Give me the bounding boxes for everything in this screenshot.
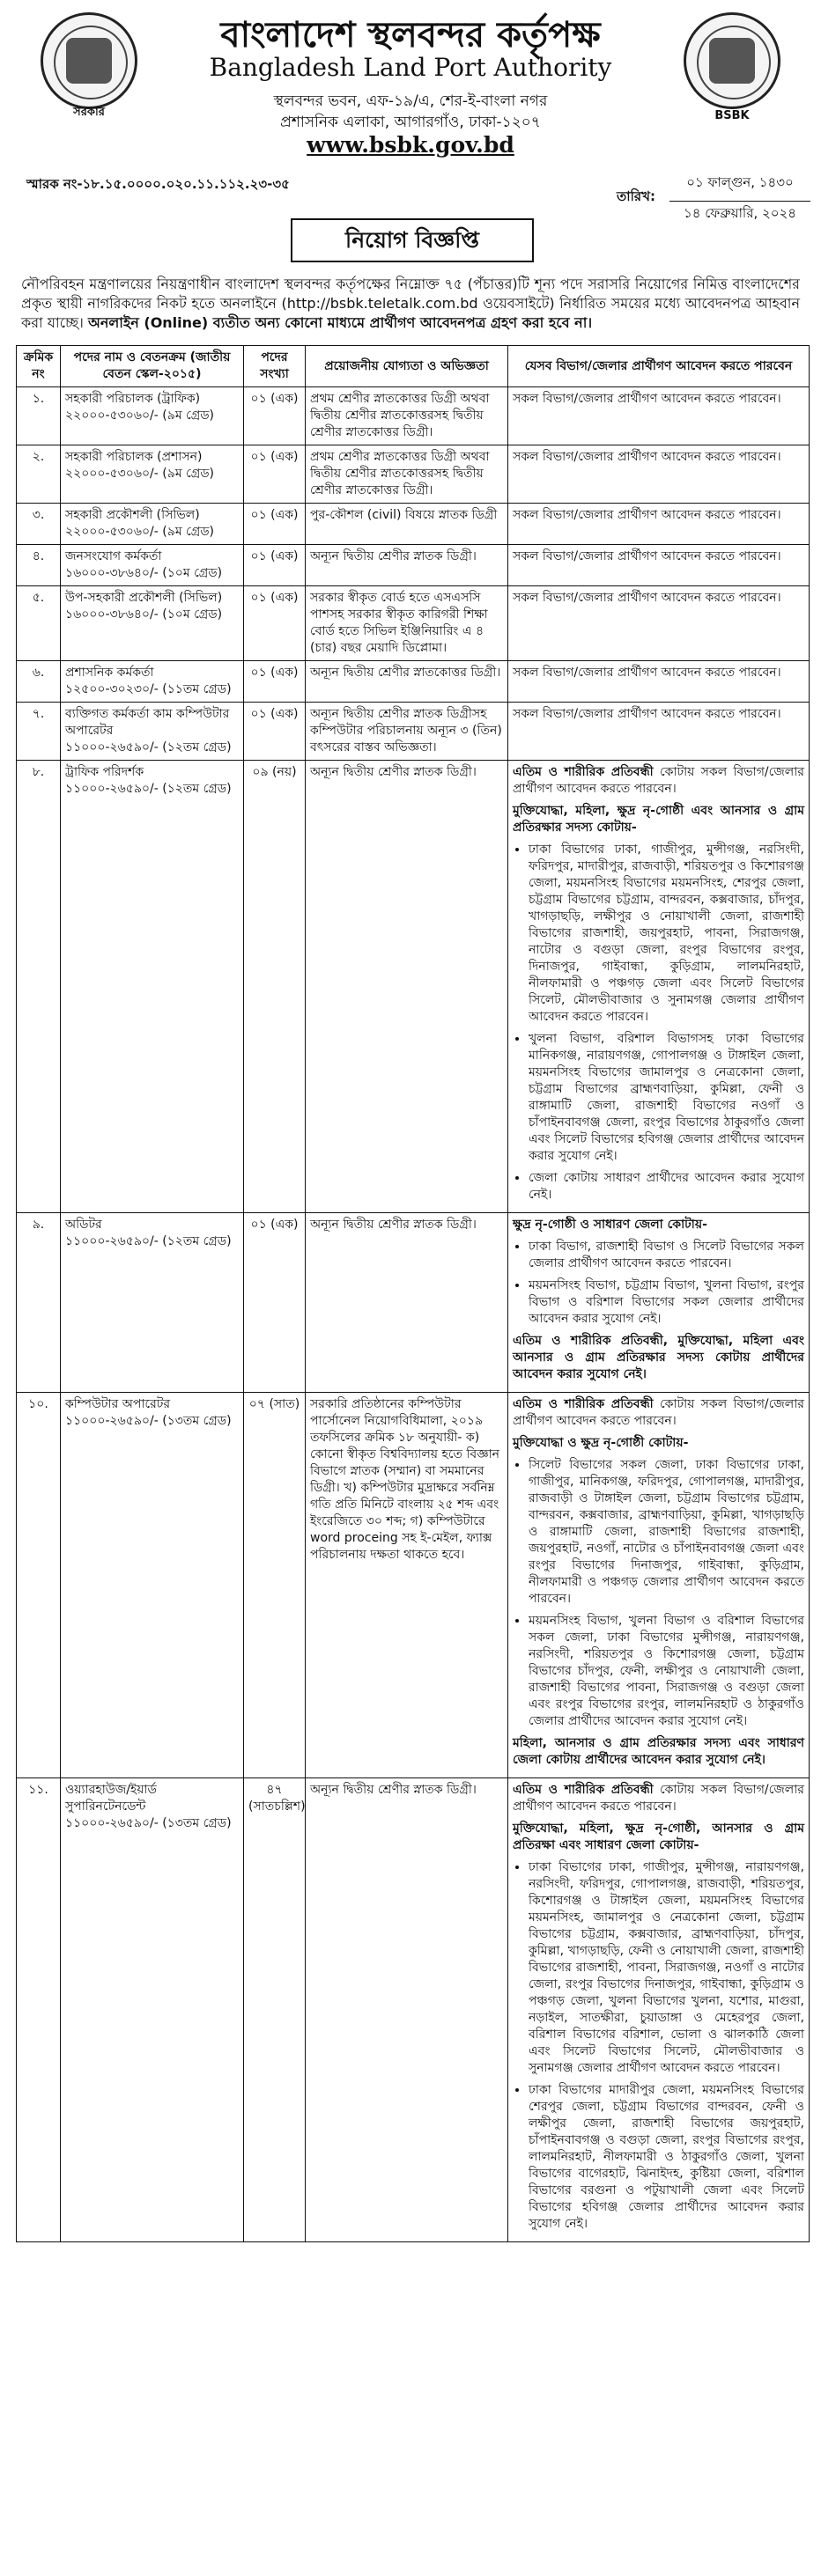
intro-paragraph <box>21 275 800 333</box>
quota-heading: এতিম ও শারীরিক প্রতিবন্ধী <box>513 1783 654 1797</box>
quota-list <box>513 1457 804 1730</box>
row-post <box>61 445 244 504</box>
post-name: ট্রাফিক পরিদর্শক <box>65 765 144 779</box>
quota-paragraph <box>513 1782 804 1815</box>
table-row <box>17 1393 810 1778</box>
quota-heading: এতিম ও শারীরিক প্রতিবন্ধী <box>513 765 654 779</box>
quota-heading: এতিম ও শারীরিক প্রতিবন্ধী <box>513 1397 654 1411</box>
intro-bold-text: অনলাইন (Online) ব্যতীত অন্য কোনো মাধ্যমে প্রার্থীগণ আবেদনপত্র গ্রহণ করা হবে না। <box>87 314 593 331</box>
row-eligibility <box>508 1213 810 1393</box>
post-name: সহকারী প্রকৌশলী (সিভিল) <box>65 508 200 522</box>
row-qualification: সরকার স্বীকৃত বোর্ড হতে এসএসসি পাশসহ সরকার স্বীকৃত কারিগরী শিক্ষা বোর্ড হতে সিভিল ইঞ্জিনিয়ারিং এ ৪ (চার) বছর মেয়াদি ডিপ্লোমা। <box>306 586 508 661</box>
row-qualification: অন্যূন দ্বিতীয় শ্রেণীর স্নাতক ডিগ্রীসহ কম্পিউটার পরিচালনায় অন্যূন ৩ (তিন) বৎসরের বাস্তব অভিজ্ঞতা। <box>306 703 508 761</box>
row-count: ০১ (এক) <box>244 586 306 661</box>
row-eligibility: সকল বিভাগ/জেলার প্রার্থীগণ আবেদন করতে পারবেন। <box>508 661 810 703</box>
authority-title-bangla: বাংলাদেশ স্থলবন্দর কর্তৃপক্ষ <box>220 14 601 55</box>
address-line-1: স্থলবন্দর ভবন, এফ-১৯/এ, শের-ই-বাংলা নগর <box>273 92 548 110</box>
quota-item: • জেলা কোটায় সাধারণ প্রার্থীদের আবেদন করার সুযোগ নেই। <box>529 1170 804 1203</box>
row-count: ০৯ (নয়) <box>244 761 306 1213</box>
row-eligibility: সকল বিভাগ/জেলার প্রার্থীগণ আবেদন করতে পারবেন। <box>508 545 810 586</box>
table-row <box>17 661 810 703</box>
bsbk-logo-mark <box>709 38 755 84</box>
quota-text: কোটায় সকল বিভাগ/জেলার প্রার্থীগণ আবেদন করতে পারবেন। <box>513 1397 804 1428</box>
quota-paragraph <box>513 764 804 798</box>
row-count: ০১ (এক) <box>244 661 306 703</box>
pay-scale: ১১০০০-২৬৫৯০/- (১২তম গ্রেড) <box>65 1234 232 1248</box>
table-row <box>17 586 810 661</box>
row-qualification: প্রথম শ্রেণীর স্নাতকোত্তর ডিগ্রী অথবা দ্বিতীয় শ্রেণীর স্নাতকোত্তরসহ দ্বিতীয় শ্রেণীর স্নাতকোত্তর ডিগ্রী। <box>306 445 508 504</box>
quota-list <box>513 842 804 1203</box>
header-post: পদের নাম ও বেতনক্রম (জাতীয় বেতন স্কেল-২০১৫) <box>61 346 244 387</box>
table-row <box>17 1213 810 1393</box>
quota-item: • ময়মনসিংহ বিভাগ, খুলনা বিভাগ ও বরিশাল বিভাগের সকল জেলা, ঢাকা বিভাগের মুন্সীগঞ্জ, নারায়ণগঞ্জ, নরসিংদী, শরিয়তপুর ও কিশোরগঞ্জ জেলা, চট্টগ্রাম বিভাগের চাঁদপুর, ফেনী, লক্ষীপুর ও নোয়াখালী জেলা, রাজশাহী বিভাগের পাবনা, সিরাজগঞ্জ ও বগুড়া জেলা এবং রংপুর বিভাগের রংপুর, লালমনিরহাট ও ঠাকুরগাঁও জেলার প্রার্থীদের আবেদন করার সুযোগ নেই। <box>529 1613 804 1730</box>
row-qualification: পুর-কৌশল (civil) বিষয়ে স্নাতক ডিগ্রী <box>306 504 508 545</box>
row-post <box>61 1393 244 1778</box>
emblem-mark <box>66 38 112 84</box>
quota-list <box>513 1239 804 1328</box>
quota-item: • ঢাকা বিভাগের ঢাকা, গাজীপুর, মুন্সীগঞ্জ, নরসিংদী, ফরিদপুর, মাদারীপুর, রাজবাড়ী, শরিয়তপুর ও কিশোরগঞ্জ জেলা, ময়মনসিংহ বিভাগের ময়মনসিংহ, শেরপুর জেলা, চট্টগ্রাম বিভাগের চট্টগ্রাম, বান্দরবন, কক্সবাজার, চাঁদপুর, খাগড়াছড়ি, লক্ষীপুর ও নোয়াখালী জেলা, রাজশাহী বিভাগের রাজশাহী, জয়পুরহাট, পাবনা, সিরাজগঞ্জ, নাটোর ও বগুড়া জেলা, রংপুর বিভাগের রংপুর, দিনাজপুর, গাইবান্ধা, কুড়িগ্রাম, লালমনিরহাট, নীলফামারী ও পঞ্চগড় জেলা এবং সিলেট বিভাগের সিলেট, মৌলভীবাজার ও সুনামগঞ্জ জেলার প্রার্থীগণ আবেদন করতে পারবেন। <box>529 842 804 1026</box>
address-line-2: প্রশাসনিক এলাকা, আগারগাঁও, ঢাকা-১২০৭ <box>280 114 541 131</box>
pay-scale: ১১০০০-২৬৫৯০/- (১৩তম গ্রেড) <box>65 1816 232 1830</box>
row-serial: ২. <box>17 445 61 504</box>
row-qualification: অন্যূন দ্বিতীয় শ্রেণীর স্নাতক ডিগ্রী। <box>306 545 508 586</box>
quota-item: • ময়মনসিংহ বিভাগ, চট্টগ্রাম বিভাগ, খুলনা বিভাগ, রংপুর বিভাগ ও বরিশাল বিভাগের সকল জেলার প্রার্থীদের আবেদন করার সুযোগ নেই। <box>529 1277 804 1328</box>
quota-heading: মহিলা, আনসার ও গ্রাম প্রতিরক্ষার সদস্য এবং সাধারণ জেলা কোটায় প্রার্থীদের আবেদন করার সুযোগ নেই। <box>513 1736 804 1767</box>
row-qualification: অন্যূন দ্বিতীয় শ্রেণীর স্নাতক ডিগ্রী। <box>306 1778 508 2242</box>
row-serial: ৯. <box>17 1213 61 1393</box>
row-count: ০১ (এক) <box>244 703 306 761</box>
row-count: ০৭ (সাত) <box>244 1393 306 1778</box>
post-name: জনসংযোগ কর্মকর্তা <box>65 549 162 563</box>
row-post <box>61 586 244 661</box>
quota-item: • সিলেট বিভাগের সকল জেলা, ঢাকা বিভাগের ঢাকা, গাজীপুর, মানিকগঞ্জ, ফরিদপুর, গোপালগঞ্জ, মাদারীপুর, রাজবাড়ী ও টাঙ্গাইল জেলা, চট্টগ্রাম বিভাগের চট্টগ্রাম, বান্দরবন, কক্সবাজার, ব্রাহ্মণবাড়িয়া, কুমিল্লা, খাগড়াছড়ি ও রাঙ্গামাটি জেলা, রাজশাহী বিভাগের রাজশাহী, জয়পুরহাট, নওগাঁ, নাটোর ও চাঁপাইনবাবগঞ্জ জেলা এবং রংপুর বিভাগের দিনাজপুর, গাইবান্ধা, কুড়িগ্রাম, নীলফামারী ও পঞ্চগড় জেলার প্রার্থীগণ আবেদন করতে পারবেন। <box>529 1457 804 1608</box>
row-post <box>61 661 244 703</box>
table-row <box>17 761 810 1213</box>
post-name: কম্পিউটার অপারেটর <box>65 1397 171 1411</box>
post-name: সহকারী পরিচালক (প্রশাসন) <box>65 450 203 464</box>
table-row <box>17 504 810 545</box>
row-post <box>61 703 244 761</box>
row-serial: ১. <box>17 387 61 445</box>
header-qualification: প্রয়োজনীয় যোগ্যতা ও অভিজ্ঞতা <box>306 346 508 387</box>
table-row <box>17 387 810 445</box>
header-eligibility: যেসব বিভাগ/জেলার প্রার্থীগণ আবেদন করতে পারবেন <box>508 346 810 387</box>
row-serial: ৮. <box>17 761 61 1213</box>
pay-scale: ১২৫০০-৩০২৩০/- (১১তম গ্রেড) <box>65 682 232 696</box>
date-label: তারিখ: <box>617 188 655 204</box>
notice-banner: নিয়োগ বিজ্ঞপ্তি <box>291 218 534 262</box>
row-eligibility: সকল বিভাগ/জেলার প্রার্থীগণ আবেদন করতে পারবেন। <box>508 586 810 661</box>
row-post <box>61 545 244 586</box>
table-row <box>17 1778 810 2242</box>
row-post <box>61 1778 244 2242</box>
memo-number: স্মারক নং-১৮.১৫.০০০০.০২০.১১.১১২.২৩-৩৫ <box>26 176 290 192</box>
row-qualification: অন্যূন দ্বিতীয় শ্রেণীর স্নাতক ডিগ্রী। <box>306 1213 508 1393</box>
pay-scale: ১১০০০-২৬৫৯০/- (১২তম গ্রেড) <box>65 740 232 754</box>
row-count: ০১ (এক) <box>244 387 306 445</box>
row-eligibility <box>508 1393 810 1778</box>
post-name: ওয়্যারহাউজ/ইয়ার্ড সুপারিনটেনডেন্ট <box>65 1783 157 1814</box>
post-name: অডিটর <box>65 1218 102 1232</box>
table-row <box>17 445 810 504</box>
emblem-caption: সরকার <box>73 106 105 119</box>
quota-heading: ক্ষুদ্র নৃ-গোষ্ঠী ও সাধারণ জেলা কোটায়- <box>513 1218 707 1232</box>
pay-scale: ১৬০০০-৩৮৬৪০/- (১০ম গ্রেড) <box>65 566 223 580</box>
row-qualification: অন্যূন দ্বিতীয় শ্রেণীর স্নাতক ডিগ্রী। <box>306 761 508 1213</box>
post-name: সহকারী পরিচালক (ট্রাফিক) <box>65 392 201 406</box>
date-gregorian: ১৪ ফেব্রুয়ারি, ২০২৪ <box>669 201 810 225</box>
row-eligibility: সকল বিভাগ/জেলার প্রার্থীগণ আবেদন করতে পারবেন। <box>508 703 810 761</box>
header-serial: ক্রমিক নং <box>17 346 61 387</box>
row-serial: ৭. <box>17 703 61 761</box>
row-count: ০১ (এক) <box>244 504 306 545</box>
row-serial: ১১. <box>17 1778 61 2242</box>
row-count: ০১ (এক) <box>244 445 306 504</box>
row-post <box>61 761 244 1213</box>
letterhead <box>0 0 821 176</box>
row-count: ০১ (এক) <box>244 1213 306 1393</box>
pay-scale: ২২০০০-৫৩০৬০/- (৯ম গ্রেড) <box>65 525 214 539</box>
quota-heading: মুক্তিযোদ্ধা, মহিলা, ক্ষুদ্র নৃ-গোষ্ঠী এবং আনসার ও গ্রাম প্রতিরক্ষার সদস্য কোটায়- <box>513 804 804 835</box>
row-post <box>61 1213 244 1393</box>
quota-item: • ঢাকা বিভাগের ঢাকা, গাজীপুর, মুন্সীগঞ্জ, নারায়ণগঞ্জ, নরসিংদী, ফরিদপুর, গোপালগঞ্জ, রাজবাড়ী, শরিয়তপুর, কিশোরগঞ্জ ও টাঙ্গাইল জেলা, ময়মনসিংহ বিভাগের ময়মনসিংহ, জামালপুর ও নেত্রকোনা জেলা, চট্টগ্রাম বিভাগের চট্টগ্রাম, কক্সবাজার, ব্রাহ্মণবাড়িয়া, চাঁদপুর, কুমিল্লা, খাগড়াছড়ি, ফেনী ও নোয়াখালী জেলা, রাজশাহী বিভাগের রাজশাহী, পাবনা, সিরাজগঞ্জ, নওগাঁ ও নাটোর জেলা, রংপুর বিভাগের দিনাজপুর, গাইবান্ধা, কুড়িগ্রাম ও পঞ্চগড় জেলা, খুলনা বিভাগের খুলনা, যশোর, মাগুরা, নড়াইল, সাতক্ষীরা, চুয়াডাঙ্গা ও মেহেরপুর জেলা, বরিশাল বিভাগের বরিশাল, ভোলা ও ঝালকাঠি জেলা এবং সিলেট বিভাগের সিলেট, মৌলভীবাজার ও সুনামগঞ্জ জেলার প্রার্থীগণ আবেদন করতে পারবেন। <box>529 1859 804 2077</box>
quota-item: • ঢাকা বিভাগের মাদারীপুর জেলা, ময়মনসিংহ বিভাগের শেরপুর জেলা, চট্টগ্রাম বিভাগের বান্দরবন, ফেনী ও লক্ষীপুর জেলা, রাজশাহী বিভাগের জয়পুরহাট, চাঁপাইনবাবগঞ্জ ও বগুড়া জেলা, রংপুর বিভাগের রংপুর, লালমনিরহাট, নীলফামারী ও ঠাকুরগাঁও জেলা, খুলনা বিভাগের বাগেরহাট, ঝিনাইদহ, কুষ্টিয়া জেলা, বরিশাল বিভাগের বরগুনা ও পটুয়াখালী জেলা এবং সিলেট বিভাগের হবিগঞ্জ জেলার প্রার্থীদের আবেদন করার সুযোগ নেই। <box>529 2082 804 2233</box>
row-qualification: প্রথম শ্রেণীর স্নাতকোত্তর ডিগ্রী অথবা দ্বিতীয় শ্রেণীর স্নাতকোত্তরসহ দ্বিতীয় শ্রেণীর স্নাতকোত্তর ডিগ্রী। <box>306 387 508 445</box>
vacancy-table <box>16 345 810 2242</box>
quota-list <box>513 1859 804 2233</box>
bsbk-logo <box>684 12 780 122</box>
row-post <box>61 504 244 545</box>
pay-scale: ২২০০০-৫৩০৬০/- (৯ম গ্রেড) <box>65 408 214 423</box>
quota-heading: মুক্তিযোদ্ধা ও ক্ষুদ্র নৃ-গোষ্ঠী কোটায়- <box>513 1436 689 1450</box>
post-name: উপ-সহকারী প্রকৌশলী (সিভিল) <box>65 591 223 605</box>
pay-scale: ১১০০০-২৬৫৯০/- (১২তম গ্রেড) <box>65 782 232 796</box>
row-eligibility: সকল বিভাগ/জেলার প্রার্থীগণ আবেদন করতে পারবেন। <box>508 387 810 445</box>
row-eligibility: সকল বিভাগ/জেলার প্রার্থীগণ আবেদন করতে পারবেন। <box>508 504 810 545</box>
row-eligibility: সকল বিভাগ/জেলার প্রার্থীগণ আবেদন করতে পারবেন। <box>508 445 810 504</box>
government-emblem-logo <box>41 12 137 119</box>
row-serial: ৫. <box>17 586 61 661</box>
post-name: ব্যক্তিগত কর্মকর্তা কাম কম্পিউটার অপারেটর <box>65 707 230 738</box>
row-serial: ৬. <box>17 661 61 703</box>
pay-scale: ১১০০০-২৬৫৯০/- (১৩তম গ্রেড) <box>65 1414 232 1428</box>
quota-item: • ঢাকা বিভাগ, রাজশাহী বিভাগ ও সিলেট বিভাগের সকল জেলার প্রার্থীগণ আবেদন করতে পারবেন। <box>529 1239 804 1272</box>
post-name: প্রশাসনিক কর্মকর্তা <box>65 666 154 680</box>
quota-paragraph <box>513 1396 804 1430</box>
date-bangla: ০১ ফাল্গুন, ১৪৩০ <box>686 174 794 190</box>
authority-title-english: Bangladesh Land Port Authority <box>209 53 612 82</box>
quota-item: • খুলনা বিভাগ, বরিশাল বিভাগসহ ঢাকা বিভাগের মানিকগঞ্জ, নারায়ণগঞ্জ, গোপালগঞ্জ ও টাঙ্গাইল জেলা, ময়মনসিংহ বিভাগের জামালপুর ও নেত্রকোনা জেলা, চট্টগ্রাম বিভাগের ব্রাহ্মণবাড়িয়া, কুমিল্লা, ফেনী ও রাঙ্গামাটি জেলা, রাজশাহী বিভাগের নওগাঁ ও চাঁপাইনবাবগঞ্জ জেলা, রংপুর বিভাগের ঠাকুরগাঁও জেলা এবং সিলেট বিভাগের হবিগঞ্জ জেলার প্রার্থীদের আবেদন করার সুযোগ নেই। <box>529 1031 804 1165</box>
pay-scale: ১৬০০০-৩৮৬৪০/- (১০ম গ্রেড) <box>65 607 223 622</box>
table-row <box>17 545 810 586</box>
quota-text: কোটায় সকল বিভাগ/জেলার প্রার্থীগণ আবেদন করতে পারবেন। <box>513 1783 804 1814</box>
row-serial: ১০. <box>17 1393 61 1778</box>
row-qualification: অন্যূন দ্বিতীয় শ্রেণীর স্নাতকোত্তর ডিগ্রী। <box>306 661 508 703</box>
row-serial: ৪. <box>17 545 61 586</box>
table-header-row <box>17 346 810 387</box>
row-qualification: সরকারি প্রতিষ্ঠানের কম্পিউটার পার্সোনেল নিয়োগবিধিমালা, ২০১৯ তফসিলের ক্রমিক ১৮ অনুযায়ী- ক) কোনো স্বীকৃত বিশ্ববিদ্যালয় হতে বিজ্ঞান বিভাগে স্নাতক (সম্মান) বা সমমানের ডিগ্রী। খ) কম্পিউটার মুদ্রাক্ষরে সর্বনিম্ন গতি প্রতি মিনিটে বাংলায় ২৫ শব্দ এবং ইংরেজিতে ৩০ শব্দ; গ) কম্পিউটারে word proceing সহ ই-মেইল, ফ্যাক্স পরিচালনায় দক্ষতা থাকতে হবে। <box>306 1393 508 1778</box>
table-row <box>17 703 810 761</box>
quota-heading: এতিম ও শারীরিক প্রতিবন্ধী, মুক্তিযোদ্ধা, মহিলা এবং আনসার ও গ্রাম প্রতিরক্ষার সদস্য কোটায় প্রার্থীদের আবেদন করার সুযোগ নেই। <box>513 1334 804 1381</box>
bsbk-logo-caption: BSBK <box>714 109 750 122</box>
quota-heading: মুক্তিযোদ্ধা, মহিলা, ক্ষুদ্র নৃ-গোষ্ঠী, আনসার ও গ্রাম প্রতিরক্ষা এবং সাধারণ জেলা কোটায়- <box>513 1822 804 1852</box>
header-count: পদের সংখ্যা <box>244 346 306 387</box>
website-link[interactable]: www.bsbk.gov.bd <box>307 132 514 158</box>
row-eligibility <box>508 761 810 1213</box>
row-serial: ৩. <box>17 504 61 545</box>
row-post <box>61 387 244 445</box>
quota-text: কোটায় সকল বিভাগ/জেলার প্রার্থীগণ আবেদন করতে পারবেন। <box>513 765 804 796</box>
row-count: ০১ (এক) <box>244 545 306 586</box>
pay-scale: ২২০০০-৫৩০৬০/- (৯ম গ্রেড) <box>65 467 214 481</box>
row-count: ৪৭ (সাতচল্লিশ) <box>244 1778 306 2242</box>
row-eligibility <box>508 1778 810 2242</box>
intro-text: নৌপরিবহন মন্ত্রণালয়ের নিয়ন্ত্রণাধীন বাংলাদেশ স্থলবন্দর কর্তৃপক্ষের নিম্নোক্ত ৭৫ (পঁচাত্তর)টি শূন্য পদে সরাসরি নিয়োগের নিমিত্ত বাংলাদেশের প্রকৃত স্থায়ী নাগরিকদের নিকট হতে অনলাইনে (http://bsbk.teletalk.com.bd ওয়েবসাইটে) নির্ধারিত সময়ের মধ্যে আবেদনপত্র আহবান করা যাচ্ছে। <box>21 276 800 331</box>
